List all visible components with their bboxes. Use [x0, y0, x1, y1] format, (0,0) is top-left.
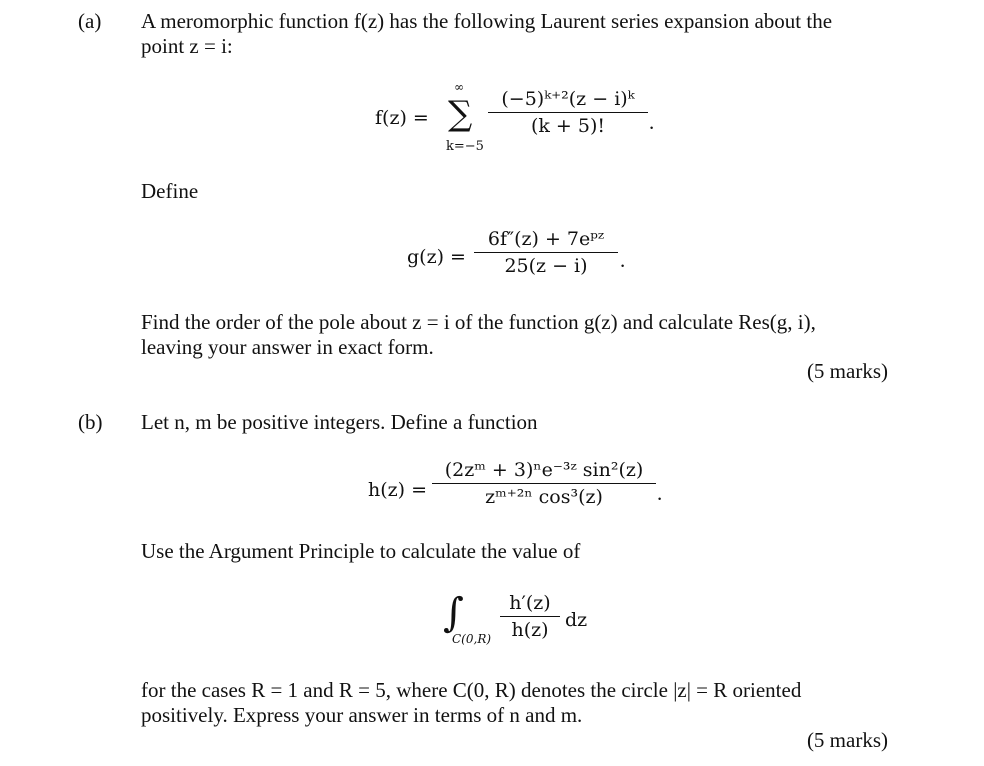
integral-symbol: ∫ — [443, 590, 464, 636]
part-b-cases-line2: positively. Express your answer in terms of n and m. — [141, 703, 583, 727]
g-fraction — [474, 227, 618, 278]
sum-upper-limit: ∞ — [454, 80, 464, 94]
h-period: . — [657, 481, 663, 505]
part-b-use-line: Use the Argument Principle to calculate the value of — [141, 539, 581, 563]
integral-dz: dz — [565, 609, 588, 631]
fraction-bar — [488, 112, 648, 113]
f-fraction — [488, 87, 648, 138]
f-numerator: (−5)ᵏ⁺²(z − i)ᵏ — [501, 88, 635, 110]
integrand-denominator: h(z) — [511, 619, 549, 641]
part-a-intro-line2: point z = i: — [141, 34, 233, 58]
integrand-numerator: h′(z) — [509, 592, 551, 614]
sum-lower-limit: k=−5 — [446, 139, 484, 154]
h-fraction — [432, 458, 656, 509]
integrand-fraction — [500, 591, 560, 642]
define-label: Define — [141, 179, 199, 203]
g-period: . — [620, 248, 626, 272]
f-denominator: (k + 5)! — [530, 115, 606, 137]
fraction-bar — [432, 483, 656, 484]
h-denominator: zᵐ⁺²ⁿ cos³(z) — [485, 486, 603, 508]
sum-symbol: ∑ — [448, 94, 473, 134]
g-denominator: 25(z − i) — [504, 255, 588, 277]
fraction-bar — [500, 616, 560, 617]
fraction-bar — [474, 252, 618, 253]
part-a-label: (a) — [78, 9, 102, 33]
g-numerator: 6f″(z) + 7eᵖᶻ — [487, 228, 605, 250]
g-lhs: g(z) = — [407, 246, 466, 268]
part-a-question-line1: Find the order of the pole about z = i of the function g(z) and calculate Res(g, i), — [141, 310, 816, 334]
part-a-question-line2: leaving your answer in exact form. — [141, 335, 434, 359]
h-lhs: h(z) = — [368, 479, 428, 501]
part-b-intro: Let n, m be positive integers. Define a function — [141, 410, 538, 434]
h-numerator: (2zᵐ + 3)ⁿe⁻³ᶻ sin²(z) — [444, 459, 644, 481]
part-a-intro-line1: A meromorphic function f(z) has the following Laurent series expansion about the — [141, 9, 833, 33]
integral-contour: C(0,R) — [452, 632, 492, 646]
part-b-label: (b) — [78, 410, 103, 434]
part-b-marks: (5 marks) — [806, 728, 888, 752]
part-b-cases-line1: for the cases R = 1 and R = 5, where C(0, R) denotes the circle |z| = R oriented — [141, 678, 802, 702]
f-period: . — [649, 110, 655, 134]
f-lhs: f(z) = — [375, 107, 429, 129]
part-a-marks: (5 marks) — [806, 359, 888, 383]
